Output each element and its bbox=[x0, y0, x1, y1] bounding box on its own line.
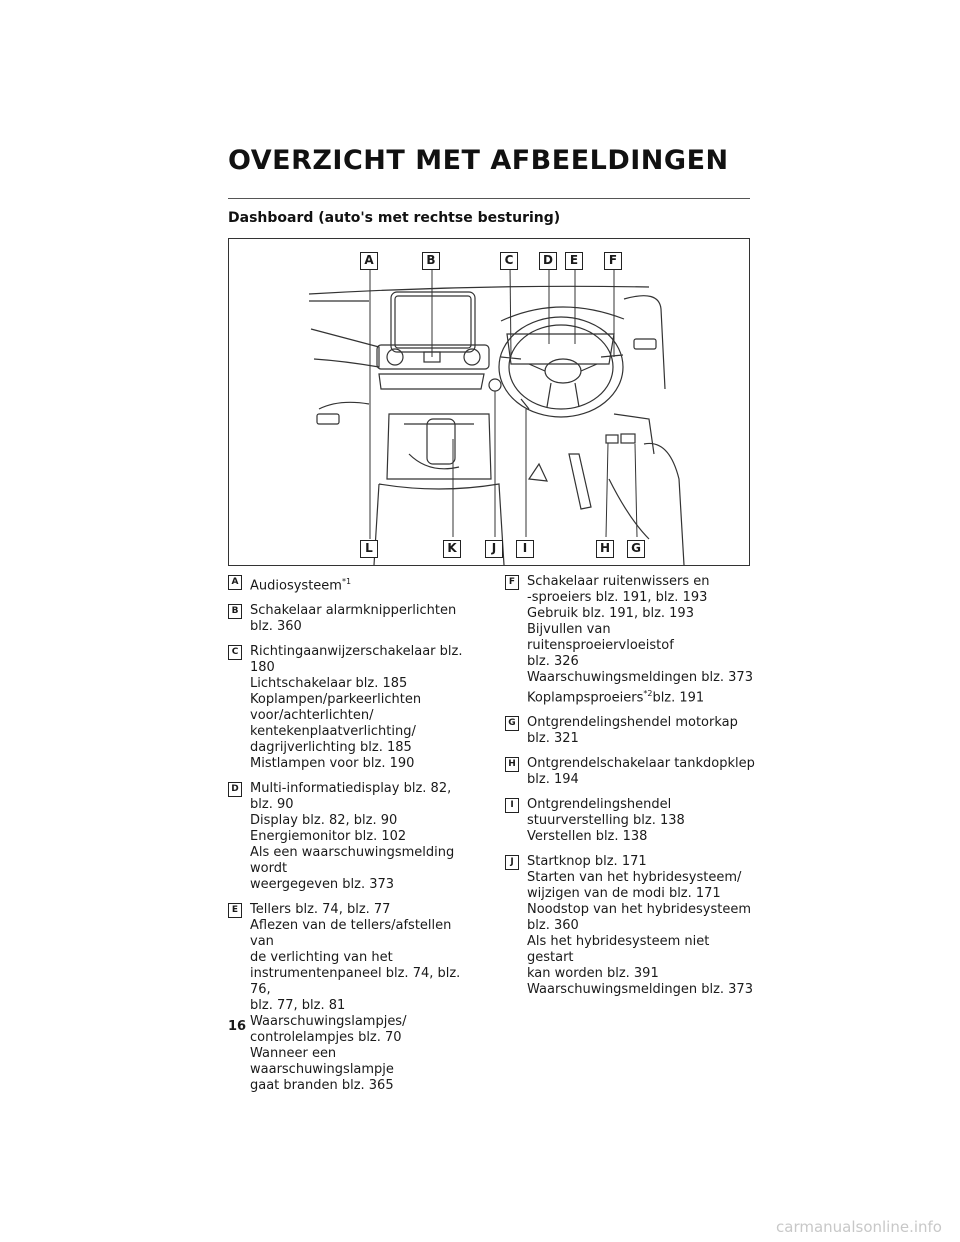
legend-line: Waarschuwingslampjes/ bbox=[250, 1014, 407, 1030]
legend-line: de verlichting van het bbox=[250, 950, 393, 966]
legend-line: gaat branden blz. 365 bbox=[250, 1078, 394, 1094]
callout-b: B bbox=[422, 252, 440, 270]
callout-h: H bbox=[596, 540, 614, 558]
legend-letter-badge: G bbox=[505, 716, 519, 731]
legend-line bbox=[250, 574, 478, 594]
footnote-mark: *2 bbox=[643, 689, 653, 698]
legend-line: kentekenplaatverlichting/ bbox=[250, 724, 416, 740]
legend-line: blz. 194 bbox=[527, 772, 579, 788]
legend-line: Mistlampen voor blz. 190 bbox=[250, 756, 415, 772]
legend-line: Bijvullen van ruitensproeiervloeistof bbox=[527, 622, 674, 653]
legend-right-column bbox=[505, 574, 755, 1007]
legend-letter-badge: C bbox=[228, 645, 242, 660]
legend-entry-a bbox=[228, 574, 478, 594]
legend-letter-badge: D bbox=[228, 782, 242, 797]
legend-line: Tellers blz. 74, blz. 77 bbox=[250, 902, 391, 918]
legend-line: Aflezen van de tellers/afstellen van bbox=[250, 918, 452, 950]
callout-k: K bbox=[443, 540, 461, 558]
legend-letter-badge: F bbox=[505, 575, 519, 590]
legend-line: Schakelaar alarmknipperlichten bbox=[250, 603, 457, 619]
legend-line: voor/achterlichten/ bbox=[250, 708, 374, 724]
legend-entry-h bbox=[505, 756, 755, 788]
callout-l: L bbox=[360, 540, 378, 558]
dashboard-illustration bbox=[229, 239, 749, 565]
legend-entry-i bbox=[505, 797, 755, 845]
legend-line: Noodstop van het hybridesysteem bbox=[527, 902, 751, 918]
legend-line: Ontgrendelschakelaar tankdopklep bbox=[527, 756, 755, 772]
legend-line: Gebruik blz. 191, blz. 193 bbox=[527, 606, 694, 621]
callout-c: C bbox=[500, 252, 518, 270]
callout-a: A bbox=[360, 252, 378, 270]
legend-line: Ontgrendelingshendel motorkap bbox=[527, 715, 738, 731]
legend-line: Startknop blz. 171 bbox=[527, 854, 647, 870]
legend-line: controlelampjes blz. 70 bbox=[250, 1030, 402, 1046]
legend-entry-b bbox=[228, 603, 478, 635]
page-title: OVERZICHT MET AFBEELDINGEN bbox=[228, 145, 729, 176]
legend-line bbox=[527, 686, 755, 706]
legend-line: Lichtschakelaar blz. 185 bbox=[250, 676, 408, 692]
legend-line: weergegeven blz. 373 bbox=[250, 877, 395, 893]
legend-line: blz. 326 bbox=[527, 654, 579, 669]
callout-i: I bbox=[516, 540, 534, 558]
legend-letter-badge: J bbox=[505, 855, 519, 870]
legend-line: Starten van het hybridesysteem/ bbox=[527, 870, 742, 886]
legend-line: kan worden blz. 391 bbox=[527, 966, 659, 982]
legend-letter-badge: I bbox=[505, 798, 519, 813]
legend-line: blz. 90 bbox=[250, 797, 294, 813]
legend-entry-g bbox=[505, 715, 755, 747]
legend-line: blz. 321 bbox=[527, 731, 579, 747]
legend-left-column bbox=[228, 574, 478, 1103]
callout-j: J bbox=[485, 540, 503, 558]
footnote-mark: *1 bbox=[341, 577, 352, 586]
legend-letter-badge: A bbox=[228, 575, 242, 590]
legend-line: dagrijverlichting blz. 185 bbox=[250, 740, 412, 756]
legend-line: Richtingaanwijzerschakelaar blz. 180 bbox=[250, 644, 463, 676]
legend-line: stuurverstelling blz. 138 bbox=[527, 813, 685, 829]
legend-line: Als een waarschuwingsmelding wordt bbox=[250, 845, 455, 877]
legend-entry-c bbox=[228, 644, 478, 772]
legend-line: Koplampen/parkeerlichten bbox=[250, 692, 422, 708]
legend-line: wijzigen van de modi blz. 171 bbox=[527, 886, 721, 902]
callout-d: D bbox=[539, 252, 557, 270]
legend-line: blz. 360 bbox=[250, 619, 302, 635]
legend-entry-e bbox=[228, 902, 478, 1094]
section-title: Dashboard (auto's met rechtse besturing) bbox=[228, 210, 561, 226]
legend-entry-f bbox=[505, 574, 755, 706]
title-rule bbox=[228, 198, 750, 199]
legend-line: Waarschuwingsmeldingen blz. 373 bbox=[527, 982, 753, 998]
legend-line: blz. 360 bbox=[527, 918, 579, 934]
legend-line: Ontgrendelingshendel bbox=[527, 797, 672, 813]
legend-entry-j bbox=[505, 854, 755, 998]
legend-entry-d bbox=[228, 781, 478, 893]
legend-line-text: blz. 191 bbox=[652, 690, 705, 706]
legend-line: Display blz. 82, blz. 90 bbox=[250, 813, 398, 829]
legend-letter-badge: B bbox=[228, 604, 242, 619]
legend-line: blz. 77, blz. 81 bbox=[250, 998, 346, 1014]
watermark: carmanualsonline.info bbox=[776, 1218, 942, 1236]
legend-line: Energiemonitor blz. 102 bbox=[250, 829, 407, 845]
callout-e: E bbox=[565, 252, 583, 270]
callout-g: G bbox=[627, 540, 645, 558]
legend-letter-badge: E bbox=[228, 903, 242, 918]
legend-line: Als het hybridesysteem niet gestart bbox=[527, 934, 710, 966]
legend-line: Schakelaar ruitenwissers en bbox=[527, 574, 710, 589]
legend-line: Waarschuwingsmeldingen blz. 373 bbox=[527, 670, 753, 685]
legend-line: Wanneer een waarschuwingslampje bbox=[250, 1046, 394, 1078]
legend-line-text: Koplampsproeiers bbox=[527, 690, 644, 706]
legend-line: Multi-informatiedisplay blz. 82, bbox=[250, 781, 452, 797]
legend-line: Verstellen blz. 138 bbox=[527, 829, 648, 845]
callout-f: F bbox=[604, 252, 622, 270]
dashboard-figure bbox=[228, 238, 750, 566]
legend-line: -sproeiers blz. 191, blz. 193 bbox=[527, 590, 708, 605]
legend-line-text: Audiosysteem bbox=[250, 578, 342, 594]
legend-line: instrumentenpaneel blz. 74, blz. 76, bbox=[250, 966, 461, 998]
legend-letter-badge: H bbox=[505, 757, 519, 772]
page-number: 16 bbox=[228, 1019, 247, 1034]
